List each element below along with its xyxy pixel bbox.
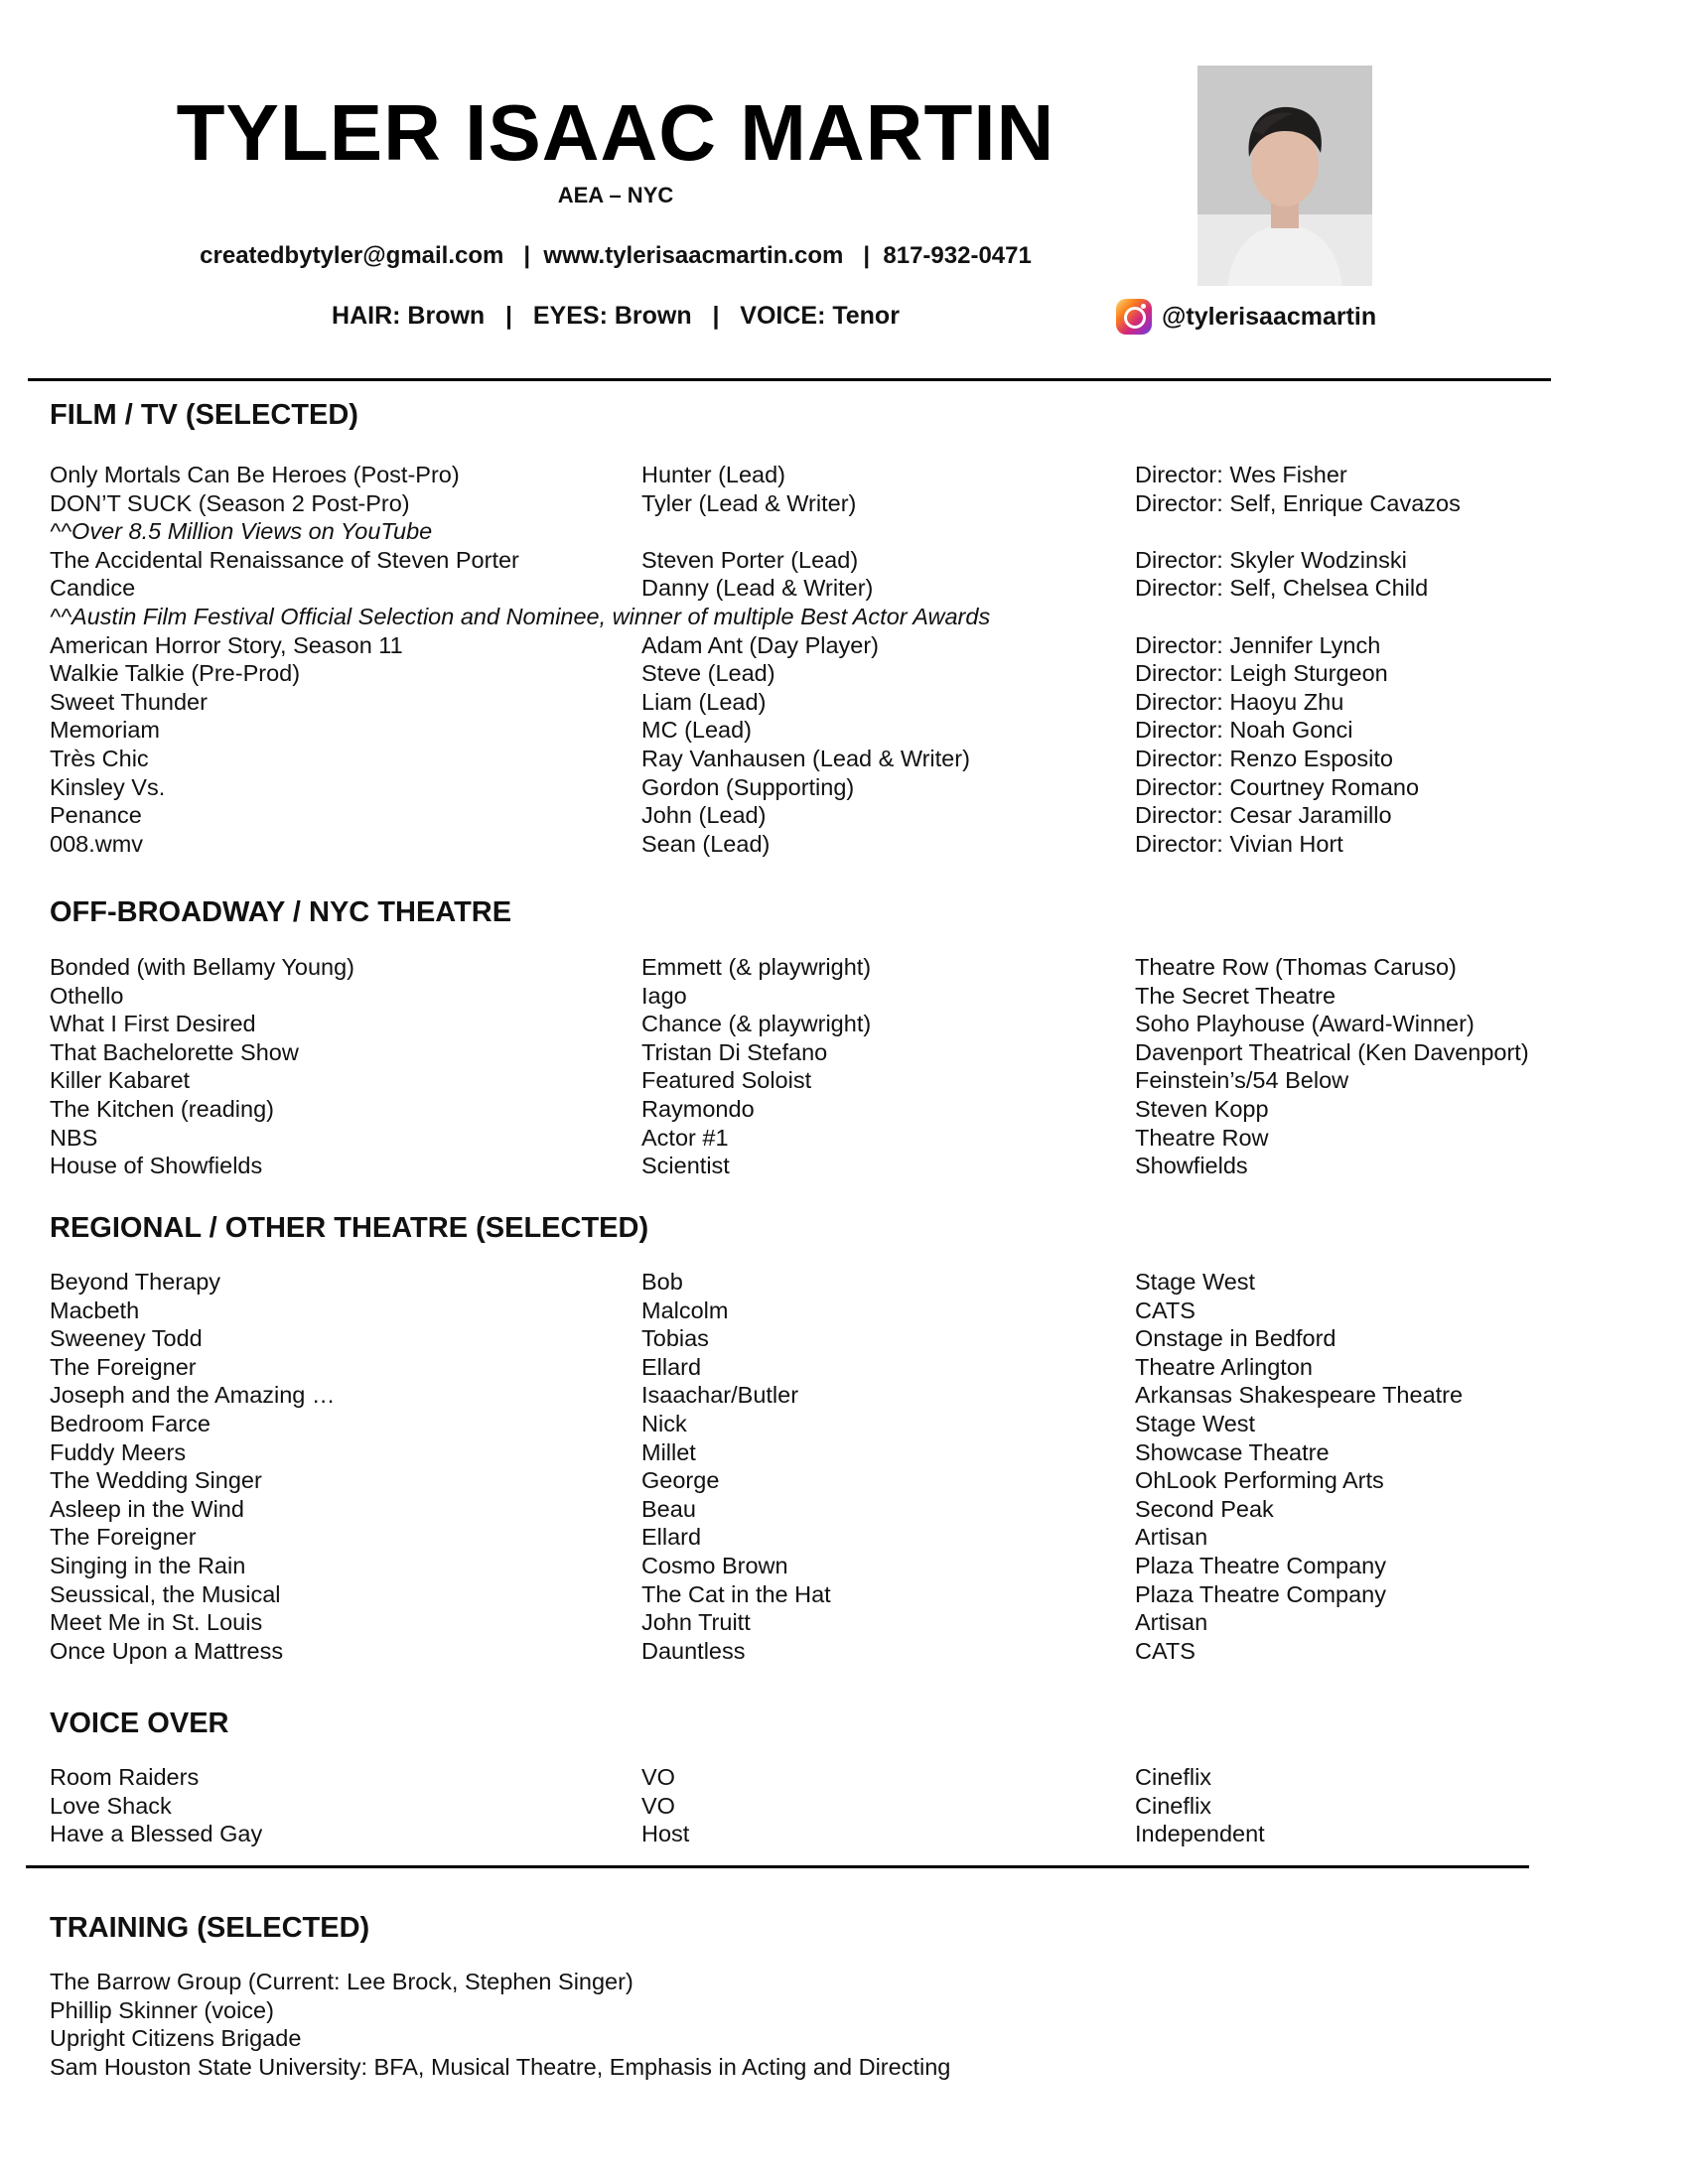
credit-title: Candice: [50, 575, 136, 602]
credit-row: [0, 1466, 1688, 1495]
credit-role: John Truitt: [641, 1609, 751, 1636]
credit-row: [0, 517, 1688, 546]
headshot-illustration: [1197, 66, 1372, 286]
credit-title: The Kitchen (reading): [50, 1096, 274, 1122]
credit-venue: Theatre Arlington: [1135, 1353, 1313, 1380]
credit-row: [0, 1353, 1688, 1382]
credit-role: Host: [641, 1821, 690, 1847]
credit-venue: Independent: [1135, 1821, 1265, 1847]
credit-row: [0, 603, 1688, 631]
credit-role: Bob: [641, 1269, 683, 1295]
training-divider: [26, 1865, 1529, 1868]
credit-row: [0, 1438, 1688, 1467]
credit-title: The Foreigner: [50, 1524, 197, 1551]
credit-venue: Director: Haoyu Zhu: [1135, 688, 1344, 715]
credit-title: Beyond Therapy: [50, 1269, 221, 1295]
credit-row: [0, 1495, 1688, 1524]
credit-venue: Director: Vivian Hort: [1135, 830, 1343, 857]
credit-venue: Director: Cesar Jaramillo: [1135, 802, 1392, 829]
credit-venue: Director: Renzo Esposito: [1135, 746, 1393, 771]
credit-title: Have a Blessed Gay: [50, 1821, 263, 1847]
credit-title: Macbeth: [50, 1297, 140, 1323]
credit-role: Emmett (& playwright): [641, 954, 872, 980]
contact-line: createdbytyler@gmail.com | www.tylerisaacmartin.com | 817-932-0471: [200, 242, 1032, 269]
credit-venue: Stage West: [1135, 1269, 1256, 1295]
credit-role: Tyler (Lead & Writer): [641, 489, 857, 516]
credit-title: Sweet Thunder: [50, 688, 208, 715]
instagram-handle-text: @tylerisaacmartin: [1162, 302, 1377, 331]
credit-row: [0, 1066, 1688, 1095]
credit-role: Nick: [641, 1411, 687, 1436]
credit-role: Liam (Lead): [641, 688, 767, 715]
credit-role: Cosmo Brown: [641, 1553, 788, 1578]
credit-venue: Showcase Theatre: [1135, 1438, 1330, 1465]
headshot-photo: [1197, 66, 1372, 286]
credit-role: VO: [641, 1792, 675, 1819]
credit-venue: Second Peak: [1135, 1495, 1274, 1522]
credit-title: Once Upon a Mattress: [50, 1637, 284, 1664]
credit-role: Iago: [641, 982, 687, 1009]
credit-venue: Director: Self, Chelsea Child: [1135, 575, 1429, 602]
credit-venue: CATS: [1135, 1297, 1196, 1323]
credit-venue: OhLook Performing Arts: [1135, 1467, 1384, 1494]
credit-role: John (Lead): [641, 802, 767, 829]
credit-title: Penance: [50, 802, 142, 829]
credit-role: Actor #1: [641, 1124, 729, 1151]
credit-row: [0, 1124, 1688, 1153]
credit-title: DON’T SUCK (Season 2 Post-Pro): [50, 489, 410, 516]
credit-row: [0, 1523, 1688, 1552]
section-title-off-broadway: OFF-BROADWAY / NYC THEATRE: [50, 896, 512, 928]
credit-venue: Plaza Theatre Company: [1135, 1580, 1386, 1607]
credit-title: Upright Citizens Brigade: [50, 2025, 302, 2052]
credit-title: Memoriam: [50, 717, 160, 744]
credit-venue: Steven Kopp: [1135, 1096, 1269, 1122]
credit-title: Love Shack: [50, 1792, 172, 1819]
credit-title: Phillip Skinner (voice): [50, 1996, 274, 2023]
credit-venue: Arkansas Shakespeare Theatre: [1135, 1382, 1464, 1409]
instagram-handle[interactable]: [1116, 296, 1376, 338]
credit-title: Asleep in the Wind: [50, 1495, 244, 1522]
credit-venue: Plaza Theatre Company: [1135, 1553, 1386, 1578]
section-title-voice-over: VOICE OVER: [50, 1707, 229, 1739]
credit-row: [0, 659, 1688, 688]
credit-row: [0, 631, 1688, 660]
credit-title: Seussical, the Musical: [50, 1580, 281, 1607]
credit-role: Steve (Lead): [641, 660, 775, 687]
credit-note: ^^Austin Film Festival Official Selection and Nominee, winner of multiple Best Actor Awards: [50, 604, 991, 629]
credit-role: Hunter (Lead): [641, 462, 785, 487]
credit-row: [0, 1324, 1688, 1353]
credit-title: 008.wmv: [50, 830, 144, 857]
credit-venue: Onstage in Bedford: [1135, 1325, 1336, 1352]
credit-role: Ray Vanhausen (Lead & Writer): [641, 746, 970, 771]
credit-venue: Director: Self, Enrique Cavazos: [1135, 489, 1461, 516]
section-title-film-tv: FILM / TV (SELECTED): [50, 399, 358, 431]
credit-row: [0, 1637, 1688, 1666]
credit-role: Sean (Lead): [641, 830, 771, 857]
header-divider: [28, 378, 1551, 381]
credit-venue: Director: Courtney Romano: [1135, 773, 1420, 800]
credit-title: Fuddy Meers: [50, 1438, 187, 1465]
credit-role: Millet: [641, 1438, 696, 1465]
credit-row: [0, 2053, 1688, 2082]
credit-role: Beau: [641, 1495, 696, 1522]
credit-role: Malcolm: [641, 1297, 729, 1323]
credit-row: [0, 688, 1688, 717]
credit-row: [0, 1038, 1688, 1067]
credit-row: [0, 1010, 1688, 1038]
credit-row: [0, 745, 1688, 773]
credit-title: That Bachelorette Show: [50, 1038, 299, 1065]
credit-role: Scientist: [641, 1153, 730, 1179]
credit-venue: Theatre Row (Thomas Caruso): [1135, 954, 1457, 980]
credit-row: [0, 574, 1688, 603]
credit-title: The Accidental Renaissance of Steven Porter: [50, 546, 519, 573]
credit-title: Kinsley Vs.: [50, 773, 166, 800]
credit-row: [0, 546, 1688, 575]
credit-venue: Director: Leigh Sturgeon: [1135, 660, 1388, 687]
credit-role: Dauntless: [641, 1637, 746, 1664]
credit-row: [0, 830, 1688, 859]
credit-title: Singing in the Rain: [50, 1553, 246, 1578]
credit-role: Ellard: [641, 1353, 702, 1380]
credit-venue: Director: Noah Gonci: [1135, 717, 1353, 744]
credit-role: Danny (Lead & Writer): [641, 575, 874, 602]
credit-venue: Feinstein’s/54 Below: [1135, 1067, 1349, 1094]
credit-title: Killer Kabaret: [50, 1067, 191, 1094]
instagram-icon: [1116, 299, 1152, 335]
credit-role: Steven Porter (Lead): [641, 546, 859, 573]
credit-title: Meet Me in St. Louis: [50, 1609, 263, 1636]
credit-role: Isaachar/Butler: [641, 1382, 799, 1409]
credit-title: Walkie Talkie (Pre-Prod): [50, 660, 301, 687]
credit-row: [0, 461, 1688, 489]
credit-row: [0, 1297, 1688, 1325]
credit-row: [0, 1792, 1688, 1821]
credit-venue: Cineflix: [1135, 1792, 1212, 1819]
section-title-regional: REGIONAL / OTHER THEATRE (SELECTED): [50, 1212, 649, 1244]
credit-title: Only Mortals Can Be Heroes (Post-Pro): [50, 462, 460, 487]
credit-venue: Stage West: [1135, 1411, 1256, 1436]
credit-venue: Director: Jennifer Lynch: [1135, 631, 1381, 658]
resume-name: TYLER ISAAC MARTIN: [176, 88, 1055, 177]
credit-venue: Soho Playhouse (Award-Winner): [1135, 1011, 1475, 1037]
credit-role: Chance (& playwright): [641, 1011, 872, 1037]
credit-row: [0, 1381, 1688, 1410]
credit-row: [0, 1095, 1688, 1124]
credit-venue: Director: Wes Fisher: [1135, 462, 1347, 487]
credit-venue: Cineflix: [1135, 1764, 1212, 1790]
credit-row: [0, 1996, 1688, 2025]
credit-row: [0, 1608, 1688, 1637]
credit-title: The Foreigner: [50, 1353, 197, 1380]
credit-title: What I First Desired: [50, 1011, 256, 1037]
credit-row: [0, 716, 1688, 745]
credit-role: VO: [641, 1764, 675, 1790]
credit-role: Raymondo: [641, 1096, 755, 1122]
credit-title: The Wedding Singer: [50, 1467, 262, 1494]
section-title-training: TRAINING (SELECTED): [50, 1912, 370, 1944]
credit-title: Sam Houston State University: BFA, Musical Theatre, Emphasis in Acting and Directing: [50, 2053, 951, 2080]
credit-title: House of Showfields: [50, 1153, 263, 1179]
credit-title: Sweeney Todd: [50, 1325, 203, 1352]
credit-row: [0, 1552, 1688, 1580]
credit-title: Très Chic: [50, 746, 149, 771]
credit-venue: The Secret Theatre: [1135, 982, 1336, 1009]
credit-role: George: [641, 1467, 720, 1494]
credit-venue: Artisan: [1135, 1609, 1208, 1636]
credit-row: [0, 1152, 1688, 1180]
credit-row: [0, 489, 1688, 518]
credit-venue: Showfields: [1135, 1153, 1248, 1179]
credit-role: Gordon (Supporting): [641, 773, 855, 800]
credit-row: [0, 1580, 1688, 1609]
credit-note: ^^Over 8.5 Million Views on YouTube: [50, 518, 433, 545]
credit-role: Adam Ant (Day Player): [641, 631, 880, 658]
credit-row: [0, 2024, 1688, 2053]
credit-venue: Theatre Row: [1135, 1124, 1269, 1151]
union-affiliation: AEA – NYC: [557, 183, 674, 207]
credit-role: MC (Lead): [641, 717, 753, 744]
credit-row: [0, 1410, 1688, 1438]
physical-stats: HAIR: Brown | EYES: Brown | VOICE: Tenor: [332, 302, 900, 330]
credit-role: Tobias: [641, 1325, 709, 1352]
credit-role: Tristan Di Stefano: [641, 1038, 828, 1065]
credit-row: [0, 953, 1688, 982]
credit-title: Bedroom Farce: [50, 1411, 211, 1436]
credit-venue: CATS: [1135, 1637, 1196, 1664]
credit-role: The Cat in the Hat: [641, 1580, 831, 1607]
credit-venue: Artisan: [1135, 1524, 1208, 1551]
credit-row: [0, 1763, 1688, 1792]
credit-title: Bonded (with Bellamy Young): [50, 954, 355, 980]
credit-row: [0, 982, 1688, 1011]
credit-title: The Barrow Group (Current: Lee Brock, Stephen Singer): [50, 1969, 633, 1994]
credit-role: Featured Soloist: [641, 1067, 812, 1094]
credit-row: [0, 1820, 1688, 1848]
credit-venue: Davenport Theatrical (Ken Davenport): [1135, 1038, 1529, 1065]
credit-row: [0, 773, 1688, 802]
credit-role: Ellard: [641, 1524, 702, 1551]
credit-title: Othello: [50, 982, 124, 1009]
credit-title: Room Raiders: [50, 1764, 200, 1790]
credit-title: Joseph and the Amazing …: [50, 1382, 336, 1409]
credit-venue: Director: Skyler Wodzinski: [1135, 546, 1407, 573]
credit-title: American Horror Story, Season 11: [50, 631, 403, 658]
credit-row: [0, 801, 1688, 830]
credit-title: NBS: [50, 1124, 98, 1151]
credit-row: [0, 1268, 1688, 1297]
credit-row: [0, 1968, 1688, 1996]
